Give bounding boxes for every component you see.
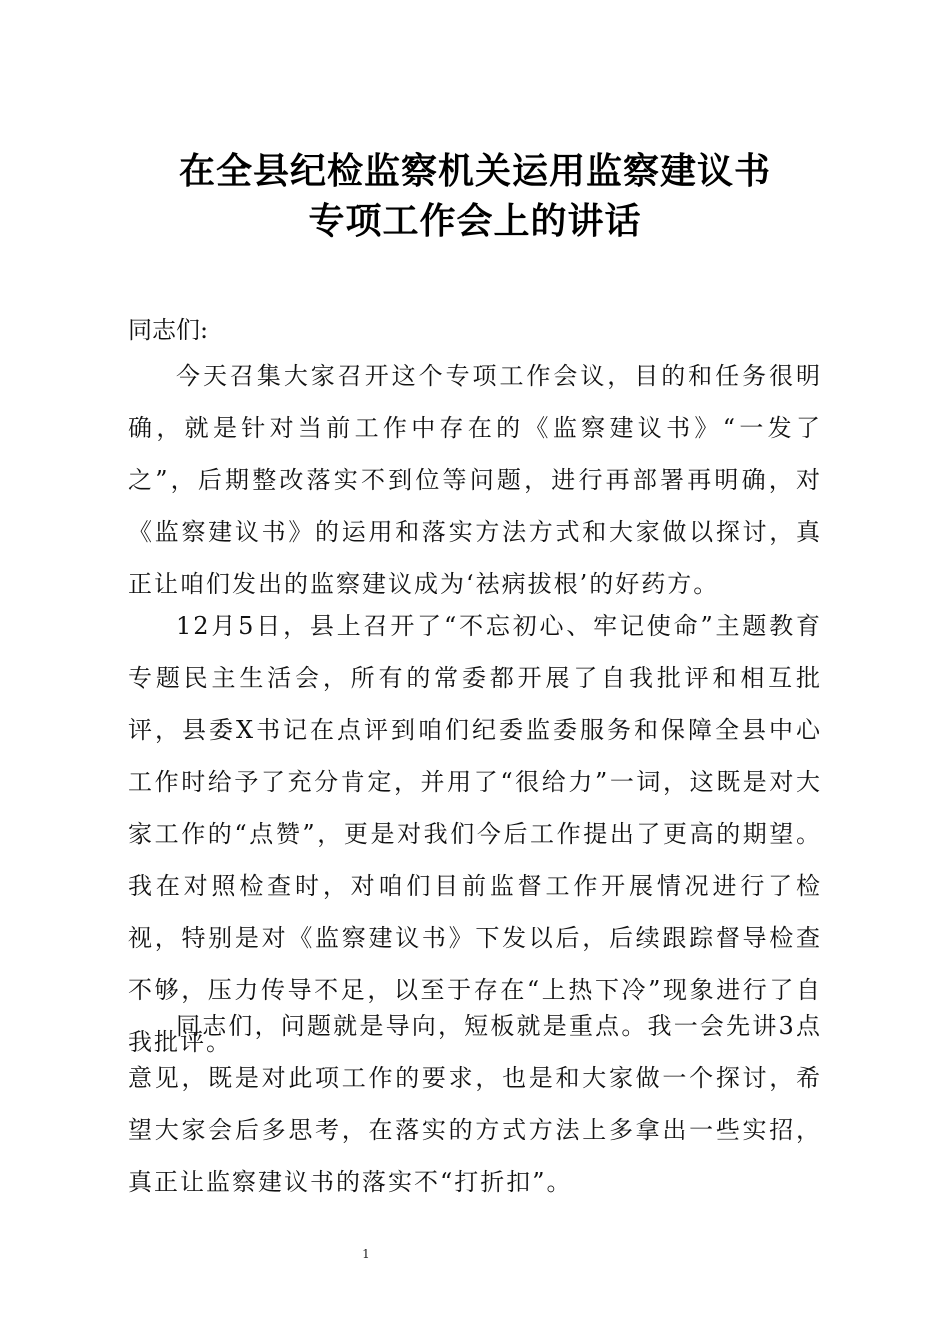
document-title-line-2: 专项工作会上的讲话 <box>308 201 642 242</box>
salutation: 同志们: <box>128 316 209 344</box>
paragraph-2: 12月5日，县上召开了“不忘初心、牢记使命”主题教育专题民主生活会，所有的常委都开展了自我批评和相互批评，县委X书记在点评到咱们纪委监委服务和保障全县中心工作时给予了充分肯定，并用了“很给力”一词，这既是对大家工作的“点赞”，更是对我们今后工作提出了更高的期望。我在对照检查时，对咱们目前监督工作开展情况进行了检视，特别是对《监察建议书》下发以后，后续跟踪督导检查不够，压力传导不足，以至于存在“上热下冷”现象进行了自我批评。 <box>128 612 822 1056</box>
page-number: 1 <box>362 1247 370 1261</box>
document-title-line-1: 在全县纪检监察机关运用监察建议书 <box>178 151 771 192</box>
paragraph-1: 今天召集大家召开这个专项工作会议，目的和任务很明确，就是针对当前工作中存在的《监察建议书》“一发了之”，后期整改落实不到位等问题，进行再部署再明确，对《监察建议书》的运用和落实方法方式和大家做以探讨，真正让咱们发出的监察建议成为‘祛病拔根’的好药方。 <box>128 362 822 598</box>
paragraph-3: 同志们，问题就是导向，短板就是重点。我一会先讲3点意见，既是对此项工作的要求，也是和大家做一个探讨，希望大家会后多思考，在落实的方式方法上多拿出一些实招，真正让监察建议书的落实不“打折扣”。 <box>128 1012 822 1196</box>
